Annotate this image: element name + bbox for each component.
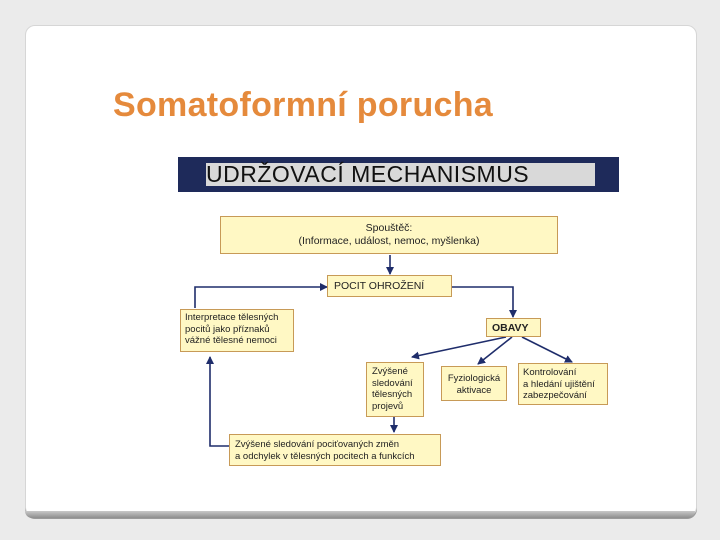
trigger-title: Spouštěč: (365, 222, 413, 234)
checking-line-3: zabezpečování (523, 390, 587, 401)
attention-line-2: a odchylek v tělesných pocitech a funkcích (235, 450, 415, 462)
interpretation-box (180, 309, 294, 352)
arrow-worry-to-monitoring (412, 337, 506, 357)
arrow-worry-to-checking (522, 337, 572, 362)
monitoring-box (366, 362, 424, 417)
slide-title: Somatoformní porucha (113, 86, 494, 124)
interpretation-line-2: pocitů jako příznaků (185, 323, 270, 335)
attention-line-1: Zvýšené sledování pociťovaných změn (235, 439, 400, 450)
monitoring-line-2: sledování (372, 377, 413, 389)
checking-line-2: a hledání ujištění (523, 378, 595, 390)
trigger-examples: (Informace, událost, nemoc, myšlenka) (298, 235, 480, 247)
worry-label: OBAVY (492, 322, 529, 334)
interpretation-line-1: Interpretace tělesných (185, 312, 279, 323)
interpretation-line-3: vážné tělesné nemoci (185, 335, 277, 346)
worry-box (486, 318, 541, 337)
monitoring-line-1: Zvýšené (372, 366, 408, 377)
arrow-attention-to-interpretation (210, 357, 229, 446)
checking-box (518, 363, 608, 405)
arrow-interpretation-to-threat (195, 287, 327, 308)
monitoring-line-3: tělesných (372, 389, 413, 400)
arousal-line-2: aktivace (456, 384, 492, 396)
arrow-threat-to-worry (452, 287, 513, 317)
threat-box (327, 275, 452, 297)
diagram-header-label: UDRŽOVACÍ MECHANISMUS (206, 163, 595, 186)
threat-label: POCIT OHROŽENÍ (334, 280, 425, 292)
arousal-line-1: Fyziologická (447, 373, 501, 384)
monitoring-line-4: projevů (372, 400, 404, 412)
trigger-box (220, 216, 558, 254)
checking-line-1: Kontrolování (523, 367, 577, 378)
arrow-worry-to-arousal (478, 337, 512, 364)
attention-box (229, 434, 441, 466)
arousal-box (441, 366, 507, 401)
